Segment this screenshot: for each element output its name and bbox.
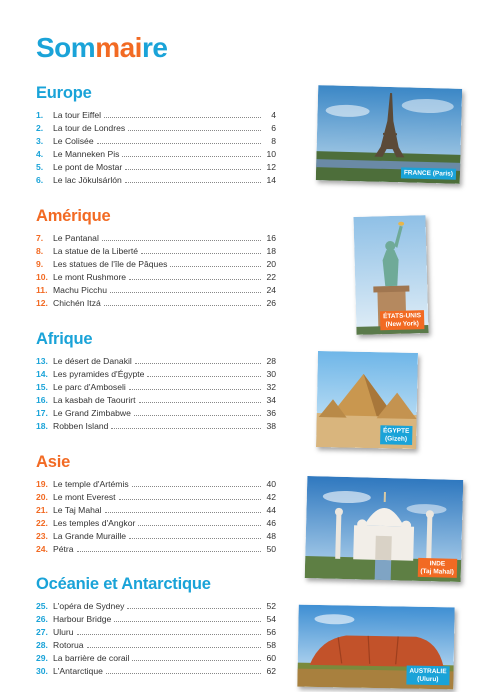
toc-item[interactable]: 2. La tour de Londres 6 xyxy=(36,123,276,133)
title-part-2: mai xyxy=(95,32,142,63)
photo-pyramids-giza xyxy=(316,351,418,449)
toc-item[interactable]: 5. Le pont de Mostar 12 xyxy=(36,162,276,172)
toc-list xyxy=(36,355,276,433)
toc-item[interactable]: 6. Le lac Jökulsárlón 14 xyxy=(36,175,276,185)
toc-list xyxy=(36,232,276,310)
toc-list xyxy=(36,109,276,187)
toc-item[interactable]: 19. Le temple d'Artémis 40 xyxy=(36,479,276,489)
photo-caption: INDE (Taj Mahal) xyxy=(417,558,457,578)
toc-item[interactable]: 30. L'Antarctique 62 xyxy=(36,666,276,676)
photo-eiffel-tower xyxy=(316,85,462,184)
toc-item[interactable]: 7. Le Pantanal 16 xyxy=(36,233,276,243)
section-afrique xyxy=(36,330,276,433)
toc-list xyxy=(36,600,276,678)
photo-caption: AUSTRALIE (Uluru) xyxy=(406,666,450,686)
toc-item[interactable]: 20. Le mont Everest 42 xyxy=(36,492,276,502)
photo-uluru xyxy=(297,605,454,690)
toc-item[interactable]: 12. Chichén Itzá 26 xyxy=(36,298,276,308)
title-part-3: re xyxy=(141,32,168,63)
section-heading: Amérique xyxy=(36,207,111,225)
section-europe xyxy=(36,84,276,187)
toc-item[interactable]: 18. Robben Island 38 xyxy=(36,421,276,431)
photo-caption: FRANCE (Paris) xyxy=(401,167,456,180)
toc-item[interactable]: 24. Pétra 50 xyxy=(36,544,276,554)
photo-caption: ÉGYPTE (Gizeh) xyxy=(380,425,413,445)
toc-item[interactable]: 9. Les statues de l'île de Pâques 20 xyxy=(36,259,276,269)
toc-item[interactable]: 25. L'opéra de Sydney 52 xyxy=(36,601,276,611)
toc-item[interactable]: 17. Le Grand Zimbabwe 36 xyxy=(36,408,276,418)
toc-item[interactable]: 16. La kasbah de Taourirt 34 xyxy=(36,395,276,405)
toc-item[interactable]: 14. Les pyramides d'Égypte 30 xyxy=(36,369,276,379)
toc-item[interactable]: 27. Uluru 56 xyxy=(36,627,276,637)
toc-item[interactable]: 10. Le mont Rushmore 22 xyxy=(36,272,276,282)
toc-item[interactable]: 11. Machu Picchu 24 xyxy=(36,285,276,295)
page-title xyxy=(36,32,167,64)
toc-item[interactable]: 23. La Grande Muraille 48 xyxy=(36,531,276,541)
section-amerique xyxy=(36,207,276,310)
toc-item[interactable]: 15. Le parc d'Amboseli 32 xyxy=(36,382,276,392)
section-heading: Afrique xyxy=(36,330,93,348)
toc-item[interactable]: 3. Le Colisée 8 xyxy=(36,136,276,146)
photo-statue-of-liberty xyxy=(353,215,428,335)
toc-item[interactable]: 8. La statue de la Liberté 18 xyxy=(36,246,276,256)
section-oceanie-antarctique xyxy=(36,575,276,678)
toc-item[interactable]: 29. La barrière de corail 60 xyxy=(36,653,276,663)
toc-item[interactable]: 13. Le désert de Danakil 28 xyxy=(36,356,276,366)
section-heading: Europe xyxy=(36,84,92,102)
title-part-1: Som xyxy=(36,32,96,63)
section-heading: Océanie et Antarctique xyxy=(36,575,211,593)
photo-caption: ÉTATS-UNIS (New York) xyxy=(380,310,425,330)
photo-taj-mahal xyxy=(305,476,464,582)
toc-item[interactable]: 4. Le Manneken Pis 10 xyxy=(36,149,276,159)
toc-item[interactable]: 26. Harbour Bridge 54 xyxy=(36,614,276,624)
toc-item[interactable]: 22. Les temples d'Angkor 46 xyxy=(36,518,276,528)
toc-item[interactable]: 28. Rotorua 58 xyxy=(36,640,276,650)
toc-list xyxy=(36,478,276,556)
toc-item[interactable]: 21. Le Taj Mahal 44 xyxy=(36,505,276,515)
section-heading: Asie xyxy=(36,453,71,471)
toc-item[interactable]: 1. La tour Eiffel 4 xyxy=(36,110,276,120)
section-asie xyxy=(36,453,276,556)
